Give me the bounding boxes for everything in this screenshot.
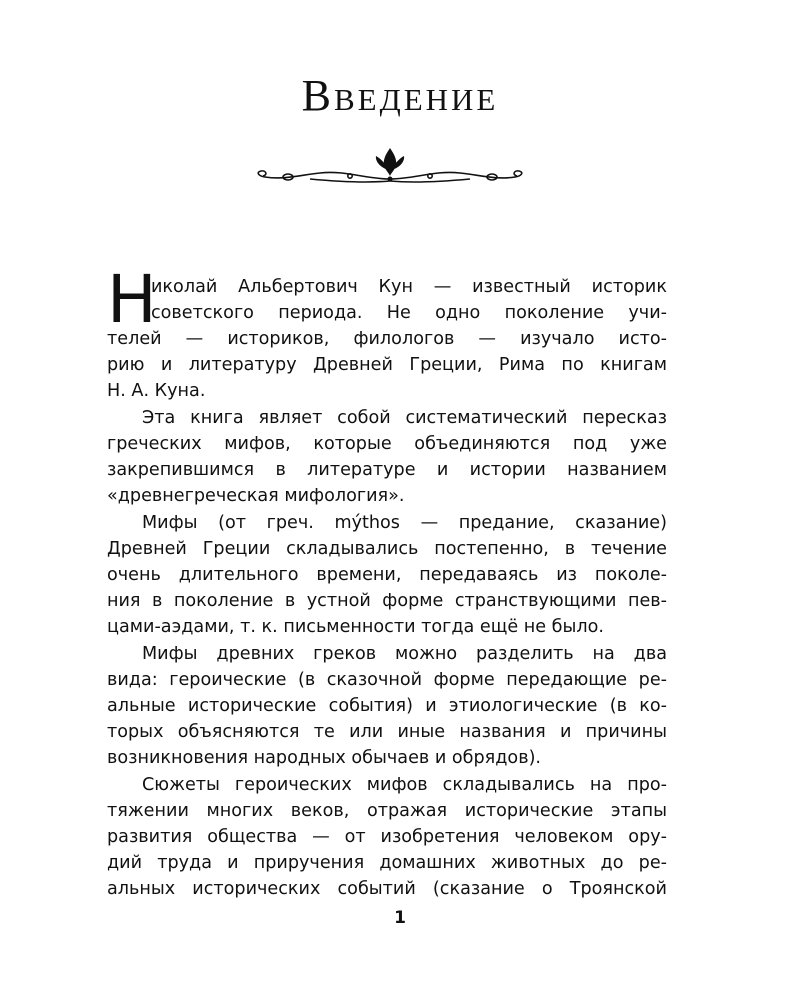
text-line: иколай Альбертович Кун — известный историк	[151, 277, 667, 297]
text-line: ния в поколение в устной форме странствующими пев-	[107, 591, 667, 611]
text-line: торых объясняются те или иные названия и причины	[107, 722, 667, 742]
text-line: вида: героические (в сказочной форме передающие ре-	[107, 670, 667, 690]
text-line: альных исторических событий (сказание о Троянской	[107, 879, 667, 899]
text-line: Древней Греции складывались постепенно, в течение	[107, 539, 667, 559]
text-line: телей — историков, филологов — изучало исто-	[107, 329, 667, 349]
text-line: Мифы древних греков можно разделить на два	[142, 644, 667, 664]
text-line: развития общества — от изобретения человеком ору-	[107, 827, 667, 847]
paragraph	[107, 641, 667, 771]
text-line: Сюжеты героических мифов складывались на про-	[142, 775, 667, 795]
paragraph	[107, 772, 667, 902]
paragraph	[107, 510, 667, 640]
text-line: очень длительного времени, передаваясь из поколе-	[107, 565, 667, 585]
paragraph	[107, 405, 667, 509]
text-line: дий труда и приручения домашних животных до ре-	[107, 853, 667, 873]
text-line: возникновения народных обычаев и обрядов).	[107, 748, 542, 768]
text-line: альные исторические события) и этиологические (в ко-	[107, 696, 667, 716]
drop-cap: Н	[107, 261, 157, 338]
paragraph	[107, 261, 667, 404]
text-line: Мифы (от греч. mýthos — предание, сказание)	[142, 513, 667, 533]
text-line: Эта книга являет собой систематический пересказ	[142, 408, 667, 428]
page-number: 1	[394, 908, 406, 928]
text-line: Н. А. Куна.	[107, 381, 206, 401]
text-line: рию и литературу Древней Греции, Рима по книгам	[107, 355, 667, 375]
text-line: цами-аэдами, т. к. письменности тогда ещё не было.	[107, 617, 604, 637]
chapter-title: Введение	[301, 71, 499, 120]
body-text	[107, 261, 667, 903]
text-line: греческих мифов, которые объединяются под уже	[107, 434, 667, 454]
floral-vine-ornament-icon	[250, 146, 530, 196]
text-line: советского периода. Не одно поколение учи-	[151, 303, 667, 323]
text-line: закрепившимся в литературе и истории названием	[107, 460, 667, 480]
text-line: тяжении многих веков, отражая исторические этапы	[107, 801, 667, 821]
text-line: «древнегреческая мифология».	[107, 486, 405, 506]
